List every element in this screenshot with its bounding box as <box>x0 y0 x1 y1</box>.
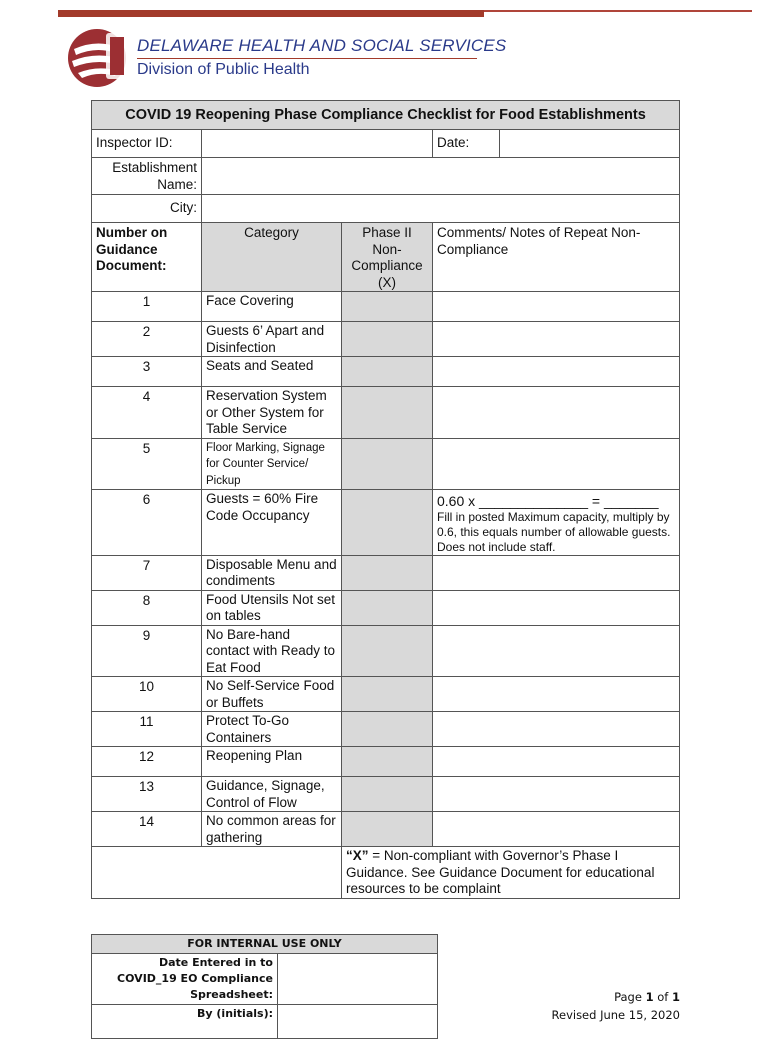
row-number: 13 <box>92 777 202 812</box>
row-number: 1 <box>92 292 202 322</box>
establishment-name-label <box>92 158 202 195</box>
org-divider <box>137 58 477 59</box>
legend-text <box>342 847 680 899</box>
row-category: No Bare-hand contact with Ready to Eat Food <box>202 625 342 677</box>
checklist-row <box>92 555 680 590</box>
page-total: 1 <box>671 990 680 1004</box>
row-comments-field[interactable] <box>433 322 680 357</box>
establishment-label-line1: Establishment <box>112 160 197 175</box>
col-header-comments: Comments/ Notes of Repeat Non-Compliance <box>433 223 680 292</box>
row-number: 11 <box>92 712 202 747</box>
row-number: 3 <box>92 357 202 387</box>
checklist-row <box>92 438 680 490</box>
capacity-formula: 0.60 x ______________ = _______ <box>437 493 659 509</box>
row-comments-field[interactable] <box>433 387 680 439</box>
checklist-row <box>92 357 680 387</box>
row-comments-field[interactable] <box>433 677 680 712</box>
row-category: Reopening Plan <box>202 747 342 777</box>
checklist-row <box>92 777 680 812</box>
row-noncompliance-mark[interactable] <box>342 387 433 439</box>
row-number: 8 <box>92 590 202 625</box>
checklist-row <box>92 625 680 677</box>
revised-date: Revised June 15, 2020 <box>551 1008 680 1022</box>
row-number: 7 <box>92 555 202 590</box>
row-number: 5 <box>92 438 202 490</box>
internal-use-table <box>91 934 438 1039</box>
legend-description: = Non-compliant with Governor’s Phase I Guidance. See Guidance Document for educational resources to be complaint <box>346 848 655 896</box>
checklist-row <box>92 322 680 357</box>
checklist-row <box>92 292 680 322</box>
by-initials-field[interactable] <box>278 1005 438 1039</box>
capacity-instructions: Fill in posted Maximum capacity, multiply by 0.6, this equals number of allowable guests. Does not include staff. <box>437 509 671 554</box>
row-noncompliance-mark[interactable] <box>342 590 433 625</box>
row-number: 10 <box>92 677 202 712</box>
row-category: Guests 6’ Apart and Disinfection <box>202 322 342 357</box>
row-comments-field[interactable] <box>433 712 680 747</box>
legend-x: “X” <box>346 848 369 863</box>
row-category: No common areas for gathering <box>202 812 342 847</box>
row-category: No Self-Service Food or Buffets <box>202 677 342 712</box>
establishment-label-line2: Name: <box>157 176 197 192</box>
date-entered-field[interactable] <box>278 954 438 1005</box>
col-header-phase: Phase II Non-Compliance (X) <box>342 223 433 292</box>
row-noncompliance-mark[interactable] <box>342 438 433 490</box>
row-comments-field[interactable] <box>433 590 680 625</box>
row-category: Food Utensils Not set on tables <box>202 590 342 625</box>
row-noncompliance-mark[interactable] <box>342 777 433 812</box>
city-label: City: <box>92 195 202 223</box>
row-comments-field[interactable] <box>433 555 680 590</box>
checklist-title: COVID 19 Reopening Phase Compliance Checklist for Food Establishments <box>92 101 680 130</box>
row-category: Guests = 60% Fire Code Occupancy <box>202 490 342 556</box>
row-noncompliance-mark[interactable] <box>342 490 433 556</box>
col-header-category: Category <box>202 223 342 292</box>
row-number: 4 <box>92 387 202 439</box>
row-noncompliance-mark[interactable] <box>342 677 433 712</box>
page-number <box>614 990 680 1004</box>
checklist-row <box>92 812 680 847</box>
date-entered-label: Date Entered in to COVID_19 EO Compliance Spreadsheet: <box>92 954 278 1005</box>
checklist-row <box>92 490 680 556</box>
checklist-row <box>92 590 680 625</box>
checklist-row <box>92 387 680 439</box>
date-field[interactable] <box>500 130 680 158</box>
inspector-id-field[interactable] <box>202 130 433 158</box>
date-label: Date: <box>433 130 500 158</box>
row-noncompliance-mark[interactable] <box>342 357 433 387</box>
row-comments-field[interactable] <box>433 438 680 490</box>
row-comments-field[interactable] <box>433 292 680 322</box>
page-of: of <box>653 990 672 1004</box>
row-category: Disposable Menu and condiments <box>202 555 342 590</box>
compliance-checklist-table <box>91 100 680 899</box>
row-number: 14 <box>92 812 202 847</box>
row-noncompliance-mark[interactable] <box>342 712 433 747</box>
by-initials-label: By (initials): <box>92 1005 278 1039</box>
row-number: 2 <box>92 322 202 357</box>
page-current: 1 <box>645 990 654 1004</box>
row-noncompliance-mark[interactable] <box>342 555 433 590</box>
row-number: 9 <box>92 625 202 677</box>
inspector-id-label: Inspector ID: <box>92 130 202 158</box>
row-noncompliance-mark[interactable] <box>342 625 433 677</box>
page-prefix: Page <box>614 990 646 1004</box>
checklist-row <box>92 677 680 712</box>
division-name: Division of Public Health <box>137 61 310 78</box>
establishment-name-field[interactable] <box>202 158 680 195</box>
row-comments-field[interactable] <box>433 812 680 847</box>
row-comments-field[interactable] <box>433 747 680 777</box>
row-category: Guidance, Signage, Control of Flow <box>202 777 342 812</box>
col-header-number: Number on Guidance Document: <box>92 223 202 292</box>
legend-blank <box>92 847 342 899</box>
row-category: Protect To-Go Containers <box>202 712 342 747</box>
internal-use-title: FOR INTERNAL USE ONLY <box>92 935 438 954</box>
row-comments-field[interactable] <box>433 357 680 387</box>
header-accent-line <box>484 10 752 12</box>
row-category: Face Covering <box>202 292 342 322</box>
row-number: 6 <box>92 490 202 556</box>
row-category: Reservation System or Other System for Table Service <box>202 387 342 439</box>
row-noncompliance-mark[interactable] <box>342 747 433 777</box>
row-number: 12 <box>92 747 202 777</box>
org-name: DELAWARE HEALTH AND SOCIAL SERVICES <box>137 36 507 55</box>
row-noncompliance-mark[interactable] <box>342 812 433 847</box>
row-noncompliance-mark[interactable] <box>342 322 433 357</box>
row-category: Floor Marking, Signage for Counter Service/ Pickup <box>202 438 342 490</box>
checklist-row <box>92 747 680 777</box>
row-noncompliance-mark[interactable] <box>342 292 433 322</box>
city-field[interactable] <box>202 195 680 223</box>
row-comments-field[interactable] <box>433 490 680 556</box>
row-comments-field[interactable] <box>433 777 680 812</box>
row-comments-field[interactable] <box>433 625 680 677</box>
dhss-logo-icon <box>66 27 132 89</box>
row-category: Seats and Seated <box>202 357 342 387</box>
checklist-row <box>92 712 680 747</box>
header-accent-bar <box>58 10 484 17</box>
